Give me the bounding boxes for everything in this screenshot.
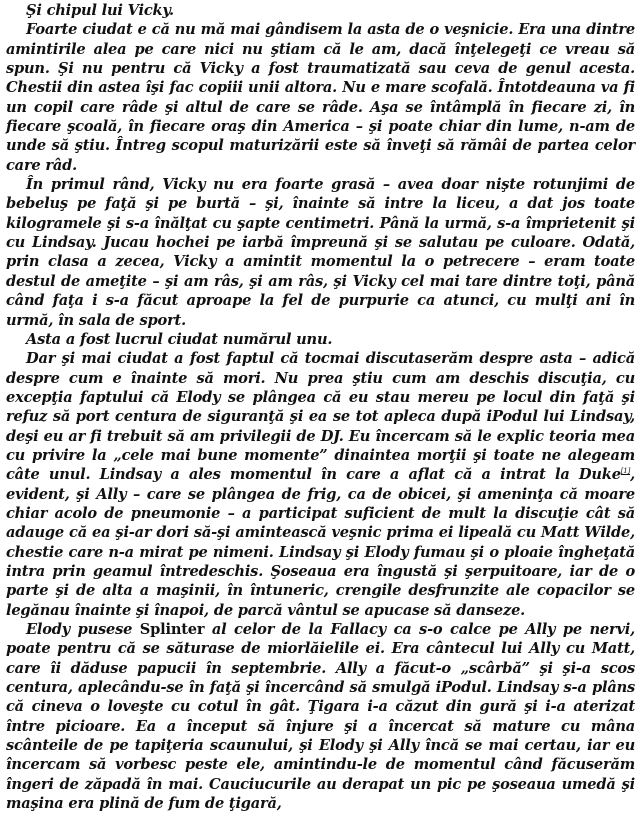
footnote-reference-link[interactable]: [1] [620,467,631,476]
paragraph [6,349,635,620]
paragraph-text: Elody pusese [26,621,140,638]
paragraph-text: În primul rând, Vicky nu era foarte grasă – avea doar nişte rotunjimi de bebeluş pe faţă şi pe burtă – şi, înainte să intre la liceu, a dat jos toate kilogramele şi s-a înălţat cu şapte centimetri. Până la urmă, s-a împrietenit şi cu Lindsay. Jucau hochei pe iarbă împreună şi se salutau pe culoare. Odată, prin clasa a zecea, Vicky a amintit momentul la o petrecere – eram toate destul de ameţite – şi am râs, şi am râs, şi Vicky cel mai tare dintre toţi, până când faţa i s-a făcut aproape la fel de purpurie ca atunci, cu mulţi ani în urmă, în sala de sport. [6,176,635,329]
paragraph [6,20,635,175]
paragraph-text: al celor de la Fallacy ca s-o calce pe Ally pe nervi, poate pentru că se săturase de miorlăielile ei. Era cântecul lui Ally cu Matt, care îi dăduse papucii în septembrie. Ally a făcut-o „scârbă” şi şi-a scos centura, aplecându-se în faţă şi încercând să smulgă iPodul. Lindsay s-a plâns că cineva o loveşte cu cotul în gât. Ţigara i-a căzut din gură şi i-a aterizat între picioare. Ea a început să înjure şi a încercat să mature cu mâna scânteile de pe tapiţeria scaunului, şi Elody şi Ally încă se mai certau, iar eu încercam să vorbesc peste ele, amintindu-le de momentul când făcuserăm îngeri de zăpadă în mai. Cauciucurile au derapat un pic pe şoseaua umedă şi maşina era plină de fum de ţigară, [6,621,636,813]
paragraph-text: Dar şi mai ciudat a fost faptul că tocmai discutaserăm despre asta – adică despre cum e înainte să mori. Nu prea ştiu cum am deschis discuţia, cu excepţia faptului că Elody se plângea că eu stau mereu pe locul din faţă şi refuz să port centura de siguranţă şi ea se tot apleca după iPodul lui Lindsay, deşi eu ar fi trebuit să am privilegii de DJ. Eu încercam să le explic teoria mea cu privire la „cele mai bune momente” dinaintea morţii şi toate ne alegeam câte unul. Lindsay a ales momentul în care a aflat că a intrat la Duke [6,350,635,484]
paragraph-text: Asta a fost lucrul ciudat numărul unu. [26,330,333,348]
paragraph-text: Foarte ciudat e că nu mă mai gândisem la asta de o veşnicie. Era una dintre amintirile alea pe care nici nu ştiam că le am, dacă înţelegeţi ce vreau să spun. Şi nu pentru că Vicky a fost traumatizată sau ceva de genul acesta. Chestii din astea îşi fac copiii unii altora. Nu e mare scofală. Întotdeauna va fi un copil care râde şi altul de care se râde. Aşa se întâmplă în fiecare zi, în fiecare şcoală, în fiecare oraş din America – şi poate chiar din lume, n-am de unde să ştiu. Întreg scopul maturizării este să înveţi să rămâi de partea celor care râd. [6,21,635,174]
paragraph-text: , evident, şi Ally – care se plângea de frig, ca de obicei, şi ameninţa că moare chiar acolo de pneumonie – a participat suficient de mult la discuţie cât să adauge că ea şi-ar dori să-şi amintească veşnic prima ei lipeală cu Matt Wilde, chestie care n-a mirat pe nimeni. Lindsay şi Elody fumau şi o ploaie îngheţată intra prin geamul întredeschis. Şoseaua era îngustă şi şerpuitoare, iar de o parte şi de alta a maşinii, în întuneric, crengile desfrunzite ale copacilor se legănau înainte şi înapoi, de parcă vântul se apucase să danseze. [6,466,635,619]
paragraph [6,175,635,330]
paragraph [6,620,635,813]
paragraph [6,1,635,20]
paragraph-text: Şi chipul lui Vicky. [26,2,174,19]
paragraph [6,330,635,349]
song-title: Splinter [139,621,205,638]
